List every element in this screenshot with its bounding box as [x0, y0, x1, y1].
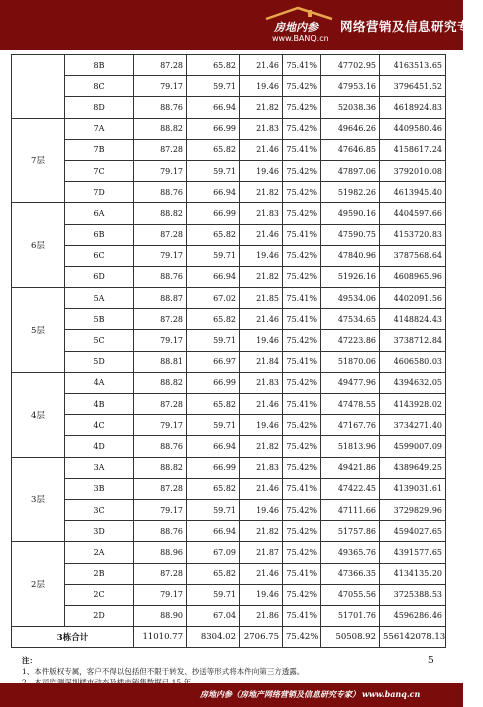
unit-cell: 5C: [65, 330, 134, 351]
value-cell: 51870.06: [321, 351, 380, 372]
footer-text: 房地内参（房地产网络营销及信息研究专家）: [200, 689, 360, 699]
footer-url: www.banq.cn: [362, 689, 421, 699]
value-cell: 87.28: [134, 394, 187, 415]
total-label: 3栋合计: [12, 627, 134, 648]
unit-cell: 2D: [65, 605, 134, 626]
value-cell: 49534.06: [321, 288, 380, 309]
value-cell: 67.02: [187, 288, 240, 309]
value-cell: 65.82: [187, 55, 240, 76]
floor-label: 3层: [12, 457, 65, 542]
unit-cell: 2C: [65, 584, 134, 605]
brand-logo: [262, 5, 336, 47]
value-cell: 88.82: [134, 203, 187, 224]
value-cell: 4404597.66: [380, 203, 446, 224]
value-cell: 87.28: [134, 563, 187, 584]
value-cell: 51813.96: [321, 436, 380, 457]
unit-cell: 8D: [65, 97, 134, 118]
floor-label: [12, 55, 65, 119]
value-cell: 4599007.09: [380, 436, 446, 457]
value-cell: 75.42%: [283, 160, 321, 181]
unit-cell: 8C: [65, 76, 134, 97]
value-cell: 4134135.20: [380, 563, 446, 584]
value-cell: 66.97: [187, 351, 240, 372]
value-cell: 47590.75: [321, 224, 380, 245]
value-cell: 65.82: [187, 563, 240, 584]
table-row: [12, 266, 446, 287]
value-cell: 88.82: [134, 457, 187, 478]
table-row: [12, 309, 446, 330]
value-cell: 75.41%: [283, 309, 321, 330]
table-row: [12, 415, 446, 436]
value-cell: 4139031.61: [380, 478, 446, 499]
value-cell: 47534.65: [321, 309, 380, 330]
value-cell: 75.42%: [283, 457, 321, 478]
value-cell: 21.46: [240, 55, 283, 76]
value-cell: 88.81: [134, 351, 187, 372]
value-cell: 87.28: [134, 55, 187, 76]
value-cell: 4608965.96: [380, 266, 446, 287]
unit-cell: 3C: [65, 499, 134, 520]
value-cell: 4618924.83: [380, 97, 446, 118]
unit-cell: 3A: [65, 457, 134, 478]
value-cell: 88.82: [134, 118, 187, 139]
table-row: [12, 55, 446, 76]
value-cell: 66.99: [187, 203, 240, 224]
value-cell: 79.17: [134, 160, 187, 181]
value-cell: 49646.26: [321, 118, 380, 139]
floor-label: 6层: [12, 203, 65, 288]
value-cell: 59.71: [187, 245, 240, 266]
value-cell: 75.41%: [283, 478, 321, 499]
value-cell: 51757.86: [321, 521, 380, 542]
value-cell: 47111.66: [321, 499, 380, 520]
value-cell: 88.87: [134, 288, 187, 309]
value-cell: 87.28: [134, 224, 187, 245]
value-cell: 4606580.03: [380, 351, 446, 372]
floor-label: 7层: [12, 118, 65, 203]
table-row: [12, 76, 446, 97]
value-cell: 75.42%: [283, 118, 321, 139]
table-body: [12, 55, 446, 648]
value-cell: 75.42%: [283, 521, 321, 542]
floor-label: 5层: [12, 288, 65, 373]
value-cell: 47953.16: [321, 76, 380, 97]
value-cell: 3729829.96: [380, 499, 446, 520]
value-cell: 75.42%: [283, 76, 321, 97]
value-cell: 75.42%: [283, 436, 321, 457]
floor-label: 2层: [12, 542, 65, 627]
value-cell: 59.71: [187, 330, 240, 351]
value-cell: 87.28: [134, 478, 187, 499]
table-row: [12, 499, 446, 520]
banner-title: 网络营销及信息研究专家: [340, 19, 483, 34]
value-cell: 75.42%: [283, 97, 321, 118]
value-cell: 47478.55: [321, 394, 380, 415]
value-cell: 4596286.46: [380, 605, 446, 626]
table-row: [12, 478, 446, 499]
value-cell: 75.41%: [283, 139, 321, 160]
value-cell: 75.41%: [283, 605, 321, 626]
value-cell: 66.94: [187, 97, 240, 118]
value-cell: 88.90: [134, 605, 187, 626]
table-row: [12, 351, 446, 372]
table-row: [12, 563, 446, 584]
value-cell: 66.99: [187, 372, 240, 393]
value-cell: 75.42%: [283, 372, 321, 393]
value-cell: 4148824.43: [380, 309, 446, 330]
value-cell: 49590.16: [321, 203, 380, 224]
table-row: [12, 182, 446, 203]
value-cell: 75.42%: [283, 542, 321, 563]
value-cell: 66.94: [187, 266, 240, 287]
table-row: [12, 203, 446, 224]
table-row: [12, 436, 446, 457]
value-cell: 79.17: [134, 584, 187, 605]
unit-cell: 5A: [65, 288, 134, 309]
value-cell: 47897.06: [321, 160, 380, 181]
value-cell: 4143928.02: [380, 394, 446, 415]
value-cell: 3738712.84: [380, 330, 446, 351]
value-cell: 59.71: [187, 415, 240, 436]
unit-cell: 7D: [65, 182, 134, 203]
value-cell: 87.28: [134, 309, 187, 330]
value-cell: 88.76: [134, 521, 187, 542]
value-cell: 19.46: [240, 245, 283, 266]
value-cell: 75.42%: [283, 203, 321, 224]
value-cell: 4409580.46: [380, 118, 446, 139]
value-cell: 65.82: [187, 478, 240, 499]
value-cell: 4163513.65: [380, 55, 446, 76]
header-banner: [0, 0, 483, 50]
value-cell: 59.71: [187, 584, 240, 605]
value-cell: 19.46: [240, 499, 283, 520]
unit-cell: 3D: [65, 521, 134, 542]
value-cell: 21.46: [240, 139, 283, 160]
table-row: [12, 394, 446, 415]
logo-brand-name: 房地内参: [274, 21, 318, 34]
unit-cell: 4A: [65, 372, 134, 393]
value-cell: 75.41%: [283, 55, 321, 76]
value-cell: 21.87: [240, 542, 283, 563]
value-cell: 88.76: [134, 182, 187, 203]
value-cell: 47840.96: [321, 245, 380, 266]
value-cell: 47702.95: [321, 55, 380, 76]
value-cell: 19.46: [240, 330, 283, 351]
value-cell: 3725388.53: [380, 584, 446, 605]
value-cell: 21.83: [240, 372, 283, 393]
unit-cell: 7C: [65, 160, 134, 181]
value-cell: 75.41%: [283, 224, 321, 245]
value-cell: 79.17: [134, 330, 187, 351]
value-cell: 47055.56: [321, 584, 380, 605]
total-value-cell: 11010.77: [134, 627, 187, 648]
unit-cell: 5D: [65, 351, 134, 372]
value-cell: 66.94: [187, 436, 240, 457]
value-cell: 47422.45: [321, 478, 380, 499]
value-cell: 75.42%: [283, 415, 321, 436]
value-cell: 21.82: [240, 436, 283, 457]
unit-cell: 7A: [65, 118, 134, 139]
value-cell: 75.42%: [283, 245, 321, 266]
value-cell: 65.82: [187, 394, 240, 415]
value-cell: 21.86: [240, 605, 283, 626]
value-cell: 19.46: [240, 76, 283, 97]
notes-heading: 注：: [22, 656, 37, 665]
value-cell: 79.17: [134, 76, 187, 97]
table-row: [12, 542, 446, 563]
value-cell: 59.71: [187, 499, 240, 520]
unit-cell: 2B: [65, 563, 134, 584]
value-cell: 49477.96: [321, 372, 380, 393]
total-value-cell: 8304.02: [187, 627, 240, 648]
table-row: [12, 160, 446, 181]
table-row: [12, 605, 446, 626]
value-cell: 3792010.08: [380, 160, 446, 181]
value-cell: 75.42%: [283, 266, 321, 287]
page-number: 5: [428, 656, 434, 666]
value-cell: 4158617.24: [380, 139, 446, 160]
table-row: [12, 224, 446, 245]
total-row: [12, 627, 446, 648]
value-cell: 88.96: [134, 542, 187, 563]
unit-cell: 6D: [65, 266, 134, 287]
value-cell: 3787568.64: [380, 245, 446, 266]
value-cell: 51982.26: [321, 182, 380, 203]
unit-cell: 7B: [65, 139, 134, 160]
value-cell: 4613945.40: [380, 182, 446, 203]
value-cell: 21.46: [240, 563, 283, 584]
value-cell: 21.46: [240, 478, 283, 499]
value-cell: 21.46: [240, 224, 283, 245]
table-row: [12, 245, 446, 266]
unit-cell: 6C: [65, 245, 134, 266]
value-cell: 66.94: [187, 182, 240, 203]
value-cell: 47167.76: [321, 415, 380, 436]
value-cell: 21.82: [240, 182, 283, 203]
value-cell: 49421.86: [321, 457, 380, 478]
value-cell: 59.71: [187, 160, 240, 181]
value-cell: 65.82: [187, 139, 240, 160]
value-cell: 67.04: [187, 605, 240, 626]
value-cell: 4594027.65: [380, 521, 446, 542]
note-line: 1、本件版权专属，客户不得以包括但不限于转发、抄送等形式将本件向第三方透露。: [22, 667, 305, 676]
total-value-cell: 2706.75: [240, 627, 283, 648]
footer-banner: [0, 683, 463, 707]
total-value-cell: 50508.92: [321, 627, 380, 648]
value-cell: 47223.86: [321, 330, 380, 351]
value-cell: 75.41%: [283, 288, 321, 309]
unit-cell: 5B: [65, 309, 134, 330]
value-cell: 3796451.52: [380, 76, 446, 97]
unit-cell: 6A: [65, 203, 134, 224]
value-cell: 66.99: [187, 118, 240, 139]
value-cell: 19.46: [240, 160, 283, 181]
value-cell: 75.41%: [283, 351, 321, 372]
table-row: [12, 139, 446, 160]
table-row: [12, 97, 446, 118]
unit-cell: 4B: [65, 394, 134, 415]
value-cell: 75.41%: [283, 394, 321, 415]
table-row: [12, 521, 446, 542]
unit-cell: 2A: [65, 542, 134, 563]
unit-cell: 4C: [65, 415, 134, 436]
value-cell: 75.42%: [283, 584, 321, 605]
value-cell: 75.42%: [283, 499, 321, 520]
value-cell: 4394632.05: [380, 372, 446, 393]
value-cell: 21.83: [240, 118, 283, 139]
value-cell: 21.46: [240, 309, 283, 330]
value-cell: 52038.36: [321, 97, 380, 118]
table-row: [12, 584, 446, 605]
unit-cell: 3B: [65, 478, 134, 499]
value-cell: 67.09: [187, 542, 240, 563]
table-row: [12, 118, 446, 139]
value-cell: 4153720.83: [380, 224, 446, 245]
value-cell: 51701.76: [321, 605, 380, 626]
table-row: [12, 330, 446, 351]
value-cell: 47366.35: [321, 563, 380, 584]
value-cell: 66.99: [187, 457, 240, 478]
value-cell: 79.17: [134, 415, 187, 436]
value-cell: 51926.16: [321, 266, 380, 287]
value-cell: 21.84: [240, 351, 283, 372]
value-cell: 87.28: [134, 139, 187, 160]
total-value-cell: 75.42%: [283, 627, 321, 648]
value-cell: 21.82: [240, 521, 283, 542]
total-value-cell: 556142078.13: [380, 627, 446, 648]
value-cell: 47646.85: [321, 139, 380, 160]
value-cell: 75.42%: [283, 182, 321, 203]
unit-cell: 8B: [65, 55, 134, 76]
value-cell: 21.82: [240, 97, 283, 118]
value-cell: 21.82: [240, 266, 283, 287]
value-cell: 19.46: [240, 584, 283, 605]
value-cell: 75.41%: [283, 563, 321, 584]
value-cell: 4391577.65: [380, 542, 446, 563]
value-cell: 75.42%: [283, 330, 321, 351]
unit-cell: 4D: [65, 436, 134, 457]
unit-cell: 6B: [65, 224, 134, 245]
value-cell: 88.76: [134, 436, 187, 457]
value-cell: 19.46: [240, 415, 283, 436]
value-cell: 66.94: [187, 521, 240, 542]
value-cell: 88.82: [134, 372, 187, 393]
value-cell: 21.83: [240, 457, 283, 478]
value-cell: 21.85: [240, 288, 283, 309]
value-cell: 21.46: [240, 394, 283, 415]
value-cell: 65.82: [187, 224, 240, 245]
sales-data-table: [11, 54, 446, 648]
value-cell: 4389649.25: [380, 457, 446, 478]
value-cell: 21.83: [240, 203, 283, 224]
logo-url: www.BANQ.cn: [272, 34, 329, 43]
value-cell: 79.17: [134, 499, 187, 520]
value-cell: 88.76: [134, 266, 187, 287]
value-cell: 65.82: [187, 309, 240, 330]
value-cell: 79.17: [134, 245, 187, 266]
floor-label: 4层: [12, 372, 65, 457]
table-row: [12, 457, 446, 478]
value-cell: 49365.76: [321, 542, 380, 563]
value-cell: 3734271.40: [380, 415, 446, 436]
table-row: [12, 288, 446, 309]
value-cell: 4402091.56: [380, 288, 446, 309]
table-row: [12, 372, 446, 393]
value-cell: 88.76: [134, 97, 187, 118]
value-cell: 59.71: [187, 76, 240, 97]
